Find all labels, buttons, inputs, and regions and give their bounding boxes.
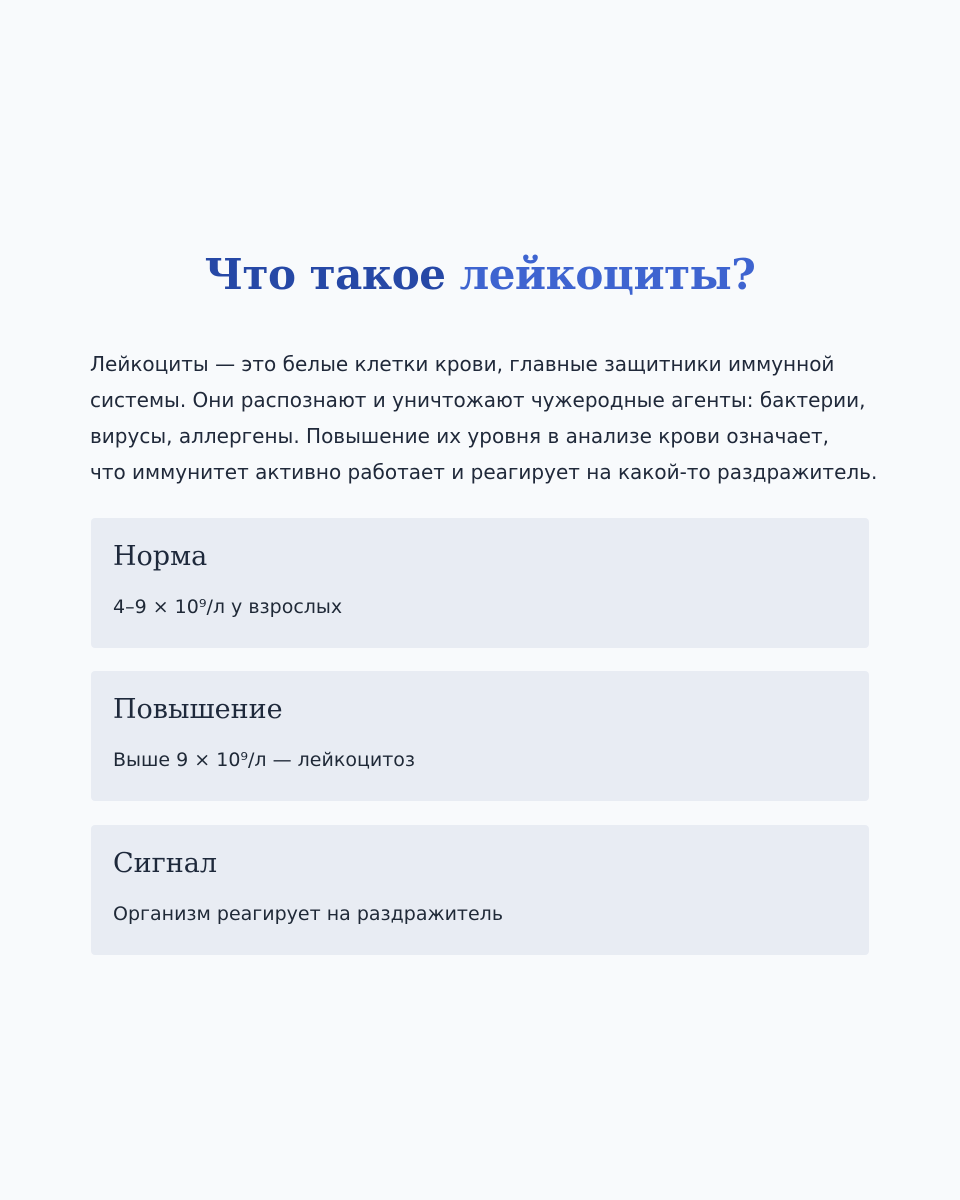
title-main: Что такое: [204, 250, 446, 299]
page-title: [0, 246, 960, 304]
signal-card-title: Сигнал: [113, 848, 218, 879]
signal-card: [91, 825, 869, 955]
increase-card-text: Выше 9 × 10⁹/л — лейкоцитоз: [113, 749, 416, 771]
increase-card-title: Повышение: [113, 694, 283, 725]
norm-card-title: Норма: [113, 541, 208, 572]
signal-card-text: Организм реагирует на раздражитель: [113, 903, 504, 925]
intro-line: что иммунитет активно работает и реагирует на какой-то раздражитель.: [90, 460, 878, 484]
title-accent: лейкоциты?: [459, 250, 756, 299]
intro-paragraph: [90, 346, 880, 490]
norm-card-text: 4–9 × 10⁹/л у взрослых: [113, 596, 343, 618]
increase-card: [91, 671, 869, 801]
norm-card: [91, 518, 869, 648]
intro-line: системы. Они распознают и уничтожают чужеродные агенты: бактерии,: [90, 388, 866, 412]
intro-line: Лейкоциты — это белые клетки крови, главные защитники иммунной: [90, 352, 835, 376]
intro-line: вирусы, аллергены. Повышение их уровня в анализе крови означает,: [90, 424, 829, 448]
